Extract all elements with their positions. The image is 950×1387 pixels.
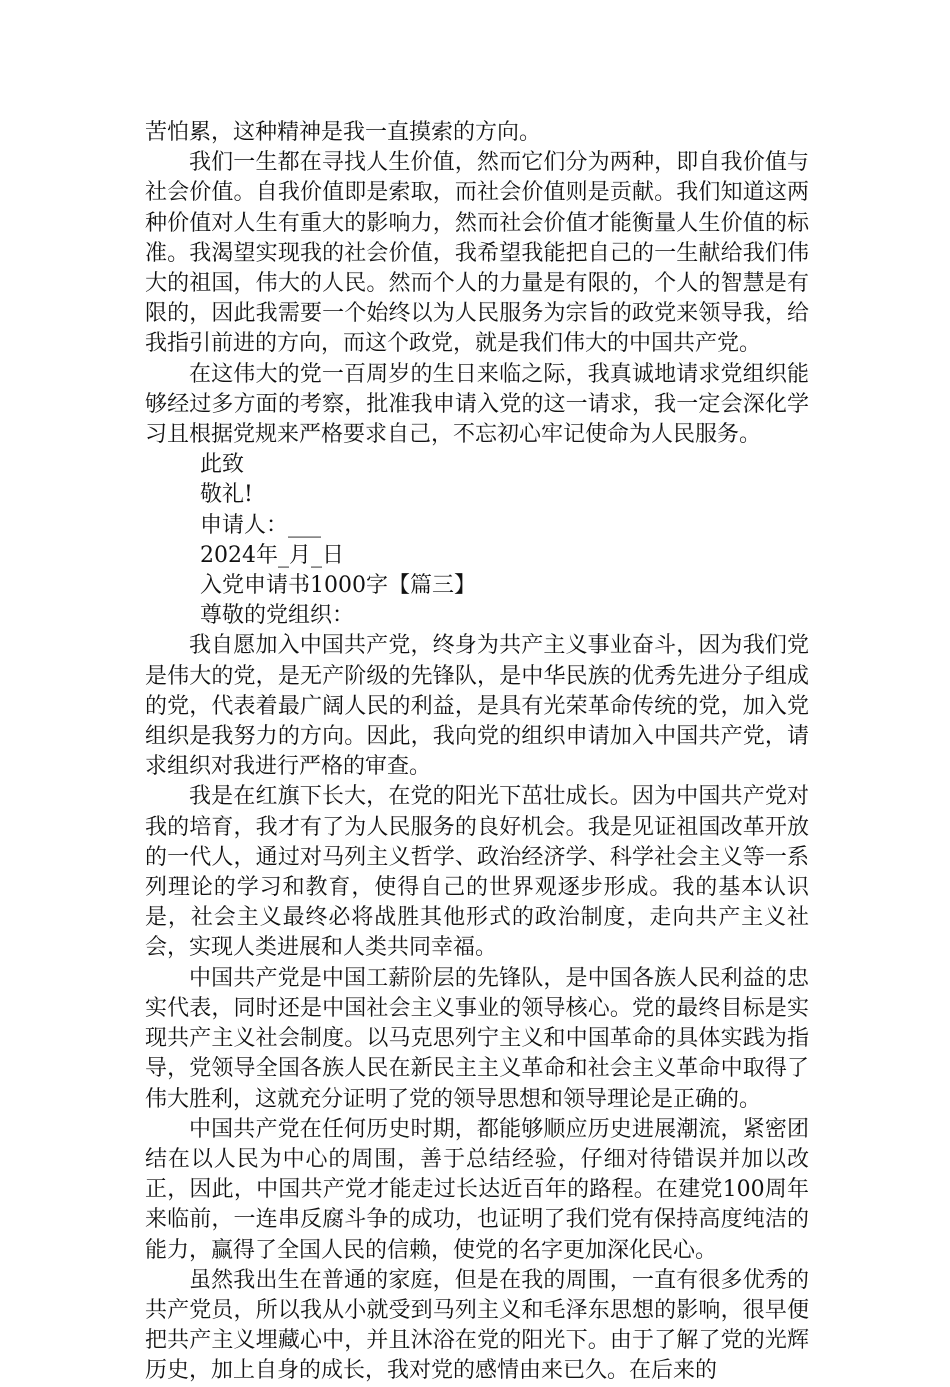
paragraph-request: 在这伟大的党一百周岁的生日来临之际，我真诚地请求党组织能够经过多方面的考察，批准我申请入党的这一请求，我一定会深化学习且根据党规来严格要求自己，不忘初心牢记使命为人民服务。 (145, 361, 809, 448)
greeting: 尊敬的党组织： (200, 603, 355, 629)
closing-salutation: 此致 (200, 452, 245, 478)
paragraph-family: 虽然我出生在普通的家庭，但是在我的周围，一直有很多优秀的共产党员，所以我从小就受到马列主义和毛泽东思想的影响，很早便把共产主义埋藏心中，并且沐浴在党的阳光下。由于了解了党的光辉历史，加上自身的成长，我对党的感情由来已久。在后来的 (145, 1267, 809, 1384)
paragraph-continued: 苦怕累，这种精神是我一直摸索的方向。 (145, 120, 542, 145)
paragraph-party-nature: 中国共产党是中国工薪阶层的先锋队，是中国各族人民利益的忠实代表，同时还是中国社会主义事业的领导核心。党的最终目标是实现共产主义社会制度。以马克思列宁主义和中国革命的具体实践为指导，党领导全国各族人民在新民主主义革命和社会主义革命中取得了伟大胜利，这就充分证明了党的领导思想和领导理论是正确的。 (145, 965, 809, 1112)
paragraph-life-value: 我们一生都在寻找人生价值，然而它们分为两种，即自我价值与社会价值。自我价值即是索取，而社会价值则是贡献。我们知道这两种价值对人生有重大的影响力，然而社会价值才能衡量人生价值的标准。我渴望实现我的社会价值，我希望我能把自己的一生献给我们伟大的祖国，伟大的人民。然而个人的力量是有限的，个人的智慧是有限的，因此我需要一个始终以为人民服务为宗旨的政党来领导我，给我指引前进的方向，而这个政党，就是我们伟大的中国共产党。 (145, 150, 809, 357)
section-title: 入党申请书1000字【篇三】 (200, 573, 476, 599)
date-line: 2024年_月_日 (200, 542, 344, 568)
paragraph-history: 中国共产党在任何历史时期，都能够顺应历史进展潮流，紧密团结在以人民为中心的周围，善于总结经验，仔细对待错误并加以改正，因此，中国共产党才能走过长达近百年的路程。在建党100周年来临前，一连串反腐斗争的成功，也证明了我们党有保持高度纯洁的能力，赢得了全国人民的信赖，使党的名字更加深化民心。 (145, 1116, 809, 1263)
paragraph-growth: 我是在红旗下长大，在党的阳光下茁壮成长。因为中国共产党对我的培育，我才有了为人民服务的良好机会。我是见证祖国改革开放的一代人，通过对马列主义哲学、政治经济学、科学社会主义等一系列理论的学习和教育，使得自己的世界观逐步形成。我的基本认识是，社会主义最终必将战胜其他形式的政治制度，走向共产主义社会，实现人类进展和人类共同幸福。 (145, 784, 809, 961)
closing-regards: 敬礼! (200, 482, 253, 508)
document-body (145, 118, 809, 1387)
applicant-line: 申请人：___ (200, 512, 322, 538)
paragraph-volunteer: 我自愿加入中国共产党，终身为共产主义事业奋斗，因为我们党是伟大的党，是无产阶级的先锋队，是中华民族的优秀先进分子组成的党，代表着最广阔人民的利益，是具有光荣革命传统的党，加入党组织是我努力的方向。因此，我向党的组织申请加入中国共产党，请求组织对我进行严格的审查。 (145, 633, 809, 780)
